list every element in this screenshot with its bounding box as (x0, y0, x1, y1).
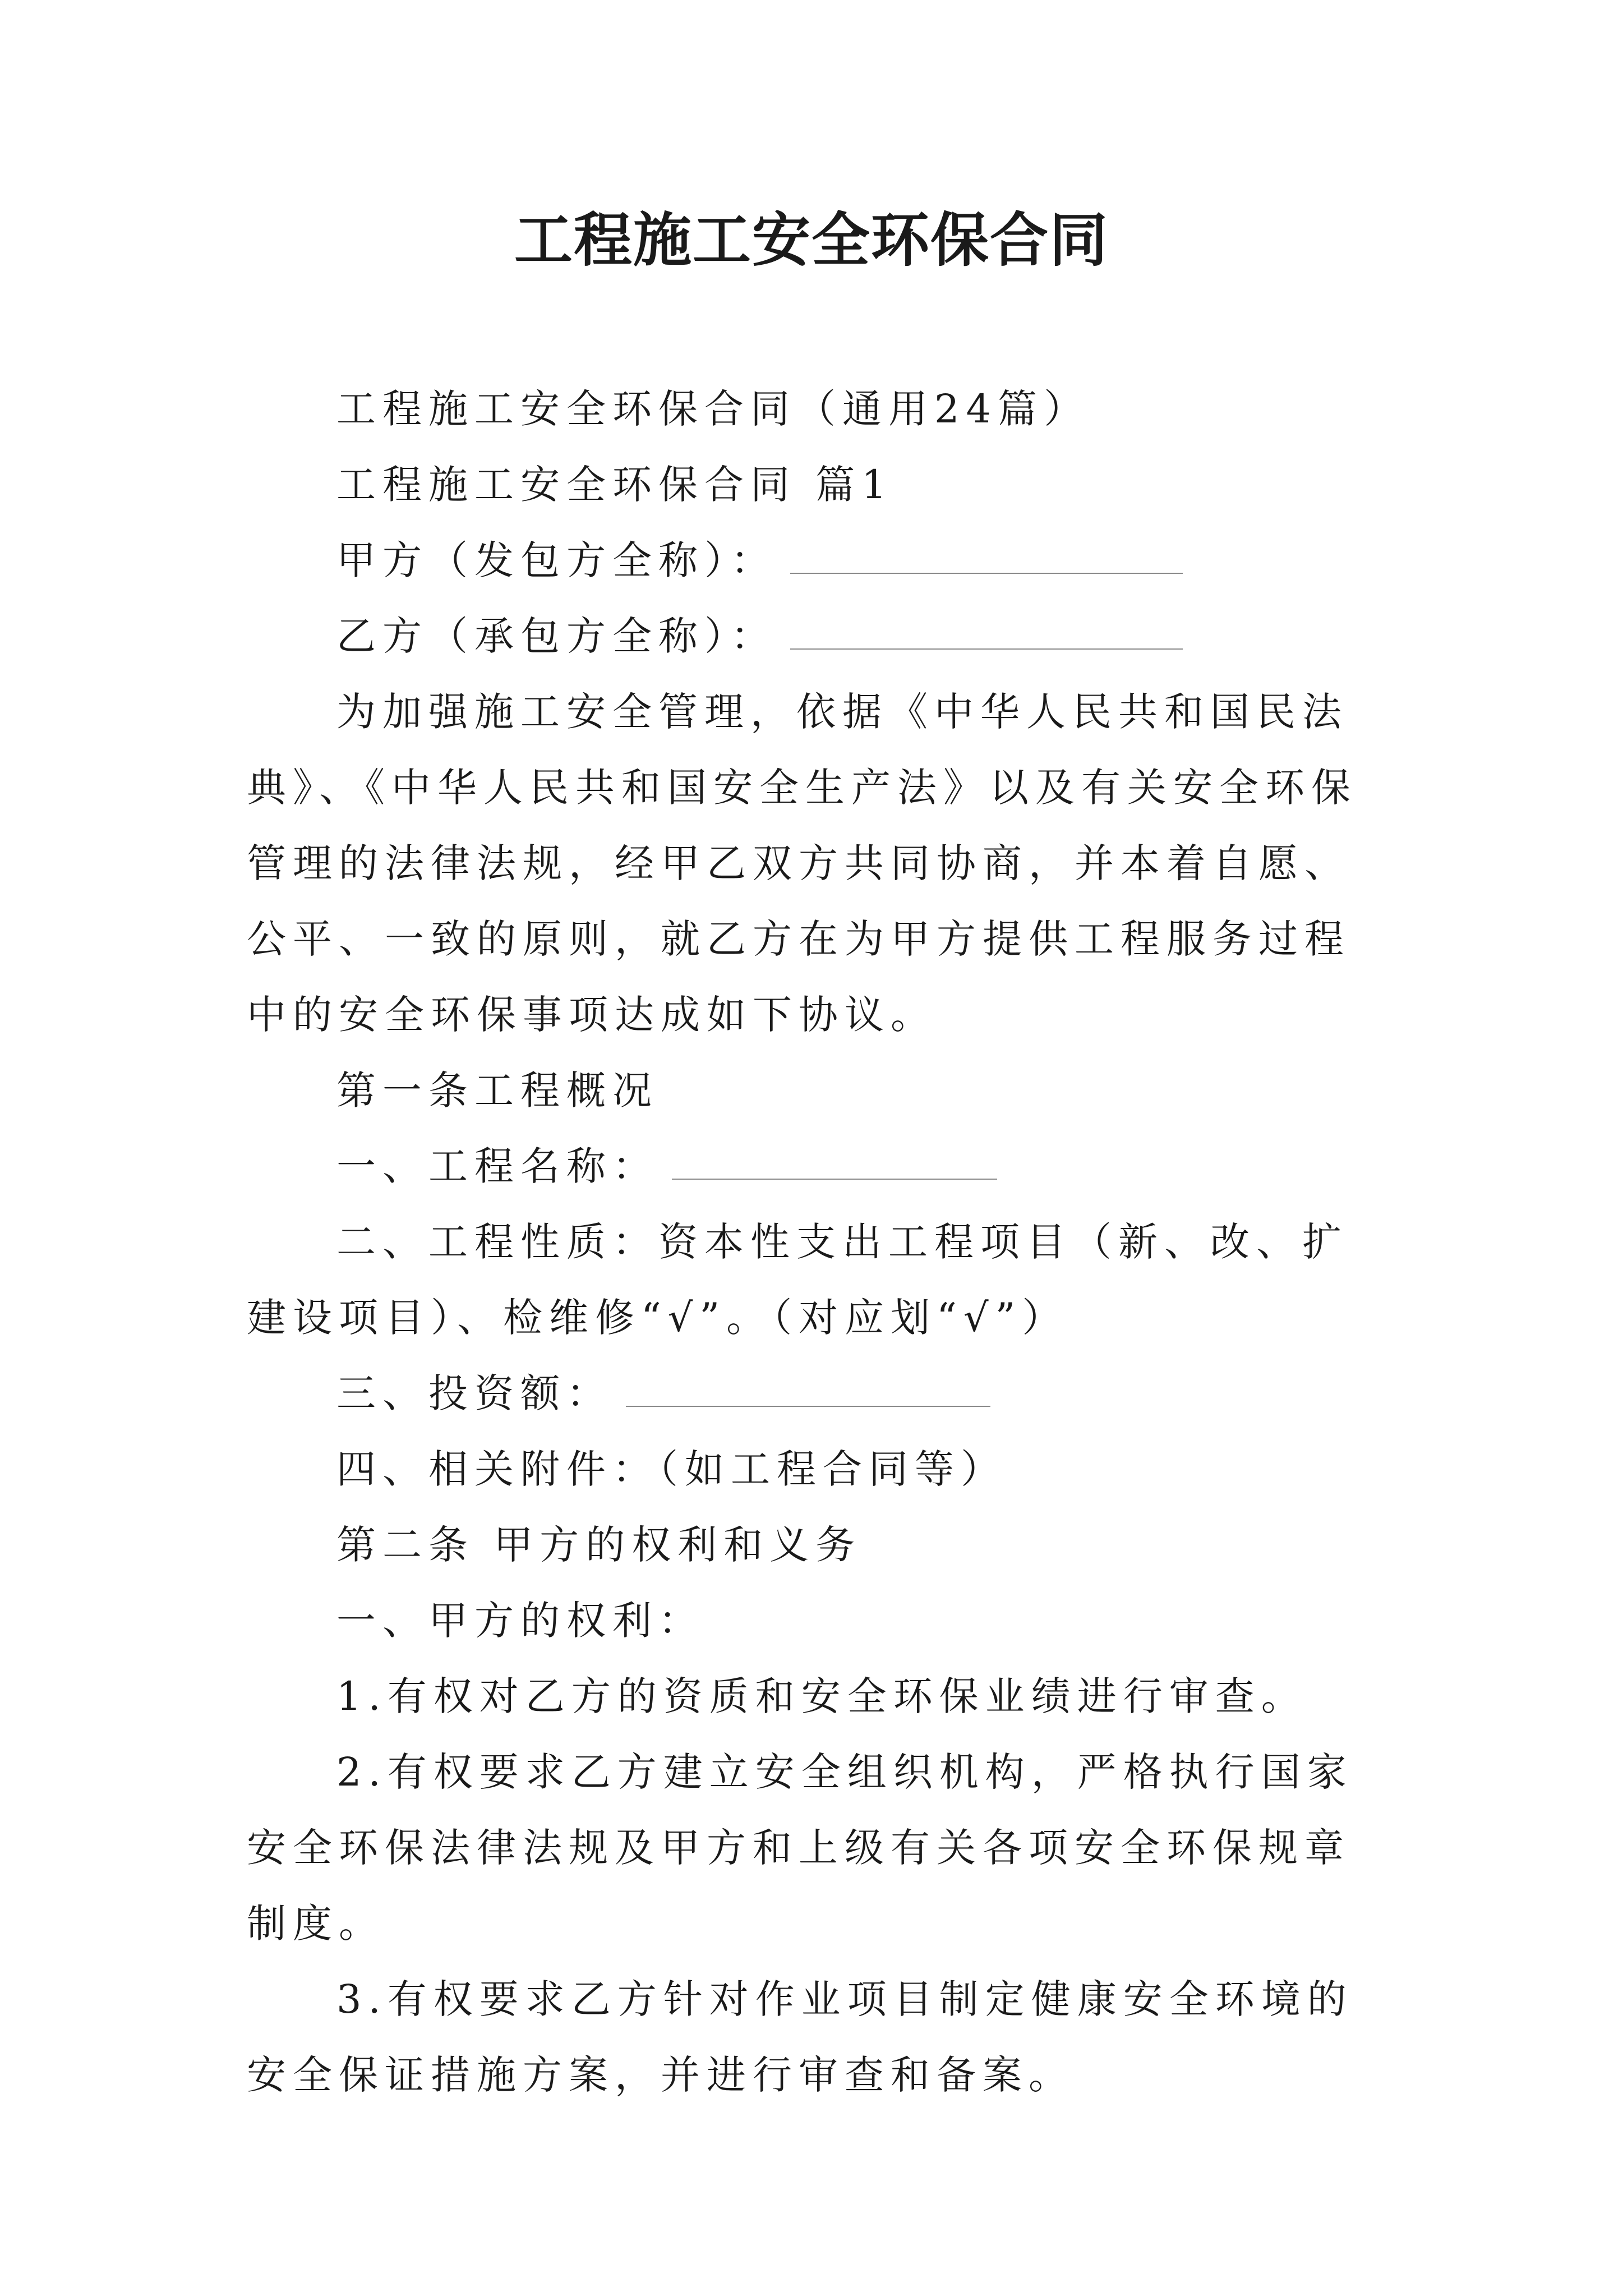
document-body (247, 371, 1385, 2113)
right-item-1: 1.有权对乙方的资质和安全环保业绩进行审查。 (336, 1673, 1307, 1719)
intro-paragraph: 为加强施工安全管理，依据《中华人民共和国民法典》、《中华人民共和国安全生产法》以及有关安全环保管理的法律法规，经甲乙双方共同协商，并本着自愿、公平、一致的原则，就乙方在为甲方提供工程服务过程中的安全环保事项达成如下协议。 (247, 689, 1357, 1038)
section-title: 工程施工安全环保合同 篇1 (336, 462, 893, 508)
party-a-blank (790, 540, 1183, 574)
party-a-line (247, 523, 1385, 599)
party-b-label: 乙方（承包方全称）： (336, 613, 777, 659)
attachments-line: 四、相关附件：（如工程合同等） (336, 1446, 1007, 1492)
right-item-2: 2.有权要求乙方建立安全组织机构，严格执行国家安全环保法律法规及甲方和上级有关各项安全环保规章制度。 (247, 1749, 1353, 1947)
party-a-label: 甲方（发包方全称）： (336, 537, 777, 583)
project-name-blank (672, 1146, 997, 1180)
article1-heading: 第一条工程概况 (336, 1068, 658, 1114)
party-b-line (247, 599, 1385, 674)
party-b-blank (790, 616, 1183, 650)
subtitle: 工程施工安全环保合同（通用24篇） (336, 386, 1090, 432)
investment-line (247, 1356, 1385, 1432)
rights-heading: 一、甲方的权利： (336, 1598, 704, 1644)
document-title: 工程施工安全环保合同 (514, 205, 1109, 274)
project-nature-paragraph: 二、工程性质：资本性支出工程项目（新、改、扩建设项目）、检维修“√”。（对应划“√”） (247, 1219, 1348, 1341)
investment-label: 三、投资额： (336, 1370, 612, 1416)
project-name-label: 一、工程名称： (336, 1143, 658, 1189)
investment-blank (626, 1373, 990, 1407)
right-item-3: 3.有权要求乙方针对作业项目制定健康安全环境的安全保证措施方案，并进行审查和备案。 (247, 1976, 1353, 2098)
project-name-line (247, 1129, 1385, 1204)
article2-heading: 第二条 甲方的权利和义务 (336, 1522, 862, 1568)
